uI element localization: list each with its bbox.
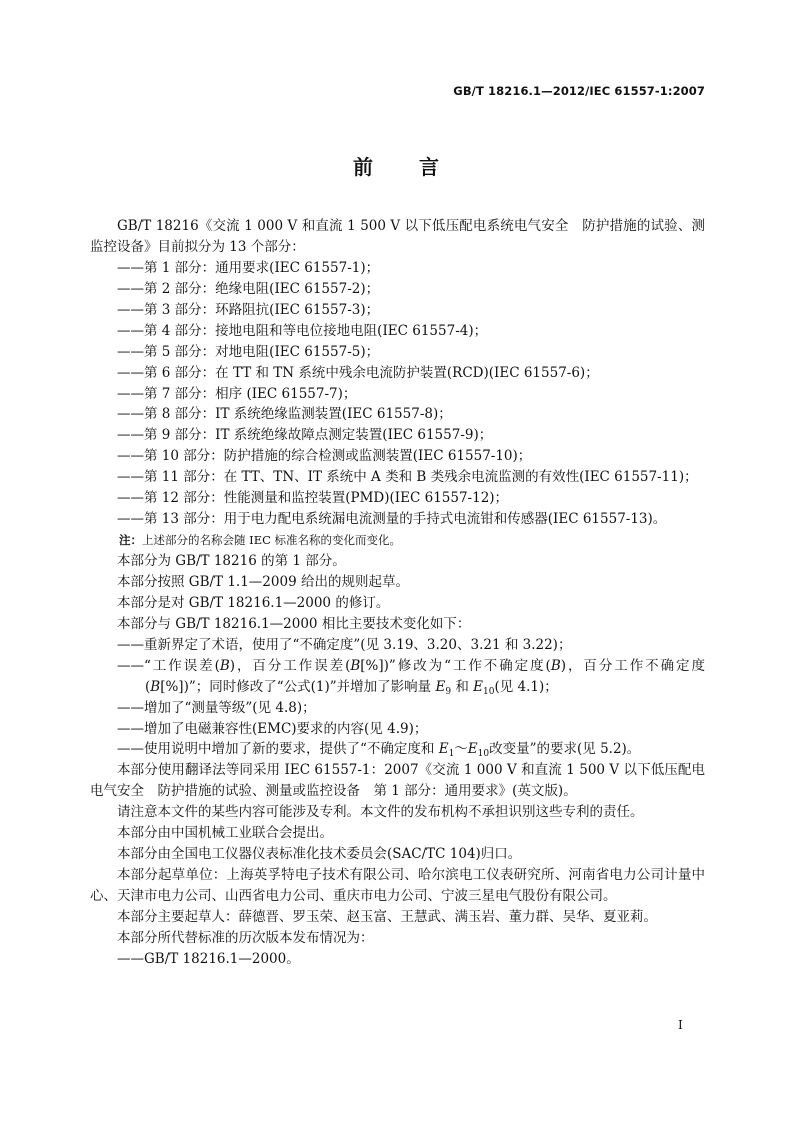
part-list-item: ——第 4 部分：接地电阻和等电位接地电阻(IEC 61557-4)； [117, 322, 488, 339]
standard-number-header: GB/T 18216.1—2012/IEC 61557-1:2007 [453, 84, 705, 98]
statement-drafting-rules: 本部分按照 GB/T 1.1—2009 给出的规则起草。 [117, 573, 409, 590]
change-text: (见 4.1)； [494, 678, 558, 695]
statement-revision-of: 本部分是对 GB/T 18216.1—2000 的修订。 [117, 594, 390, 611]
part-list-item: ——第 13 部分：用于电力配电系统漏电流测量的手持式电流钳和传感器(IEC 61557-13)。 [117, 511, 667, 528]
change-text: ～ [454, 741, 468, 758]
change-text: 改变量”的要求(见 5.2)。 [489, 741, 641, 758]
part-list-item: ——第 11 部分：在 TT、TN、IT 系统中 A 类和 B 类残余电流监测的有效性(IEC 61557-11)； [117, 469, 698, 486]
change-text: [%])”；同时修改了“公式(1)”并增加了影响量 [160, 678, 436, 695]
change-item-emc: ——增加了电磁兼容性(EMC)要求的内容(见 4.9)； [117, 720, 428, 737]
part-list-item: ——第 10 部分：防护措施的综合检测或监测装置(IEC 61557-10)； [117, 448, 532, 465]
part-list-item: ——第 8 部分：IT 系统绝缘监测装置(IEC 61557-8)； [117, 406, 452, 423]
part-list-item: ——第 5 部分：对地电阻(IEC 61557-5)； [117, 343, 380, 360]
page-number: I [678, 1018, 683, 1032]
subscript: 10 [477, 749, 490, 760]
symbol-e: E [467, 741, 478, 758]
intro-line: GB/T 18216《交流 1 000 V 和直流 1 500 V 以下低压配电系统电气安全 防护措施的试验、测 [117, 218, 705, 234]
note-label: 注： [119, 533, 142, 548]
drafting-units: 本部分起草单位：上海英孚特电子技术有限公司、哈尔滨电工仪表研究所、河南省电力公司计量中 [117, 867, 705, 884]
intro-line: 监控设备》目前拟分为 13 个部分： [90, 238, 305, 255]
patent-notice: 请注意本文件的某些内容可能涉及专利。本文件的发布机构不承担识别这些专利的责任。 [117, 804, 644, 821]
part-list-item: ——第 12 部分：性能测量和监控装置(PMD)(IEC 61557-12)； [117, 490, 509, 507]
statement-part-of: 本部分为 GB/T 18216 的第 1 部分。 [117, 553, 346, 569]
subscript: 10 [483, 686, 495, 697]
symbol-b: B [550, 657, 561, 674]
change-text: ——使用说明中增加了新的要求，提供了“不确定度和 [117, 741, 439, 758]
symbol-b: B [350, 657, 361, 674]
part-list-item: ——第 1 部分：通用要求(IEC 61557-1)； [117, 259, 380, 276]
proposed-by: 本部分由中国机械工业联合会提出。 [117, 825, 333, 842]
change-item-uncertainty [90, 656, 705, 677]
part-list-item: ——第 3 部分：环路阻抗(IEC 61557-3)； [117, 301, 380, 318]
subscript: 9 [445, 686, 452, 697]
change-text: )，百分工作不确定度 [560, 657, 705, 674]
drafting-units: 心、天津市电力公司、山西省电力公司、重庆市电力公司、宁波三星电气股份有限公司。 [90, 888, 617, 904]
change-text: [%])”修改为“工作不确定度( [360, 657, 551, 674]
drafters: 本部分主要起草人：薛德晋、罗玉荣、赵玉富、王慧武、满玉岩、董力群、吴华、夏亚莉。 [117, 908, 657, 925]
changes-intro: 本部分与 GB/T 18216.1—2000 相比主要技术变化如下： [117, 615, 471, 632]
history-item: ——GB/T 18216.1—2000。 [117, 950, 300, 967]
part-list-item: ——第 2 部分：绝缘电阻(IEC 61557-2)； [117, 280, 380, 297]
page-title: 前 言 [353, 155, 441, 179]
symbol-b: B [219, 657, 230, 674]
subscript: 1 [448, 749, 455, 760]
change-text: ( [145, 678, 151, 695]
history-intro: 本部分所代替标准的历次版本发布情况为： [117, 929, 374, 946]
symbol-b: B [150, 678, 161, 695]
change-item-measurement-class: ——增加了“测量等级”(见 4.8)； [117, 699, 316, 716]
symbol-e: E [473, 678, 483, 695]
change-item-uncertainty-continued [90, 677, 705, 698]
part-list-item: ——第 9 部分：IT 系统绝缘故障点测定装置(IEC 61557-9)； [117, 427, 493, 444]
change-text: )，百分工作误差( [229, 657, 351, 674]
centralized-by: 本部分由全国电工仪器仪表标准化技术委员会(SAC/TC 104)归口。 [117, 846, 522, 863]
symbol-e: E [435, 678, 446, 695]
change-text: 和 [451, 678, 474, 695]
adoption-statement: 本部分使用翻译法等同采用 IEC 61557-1：2007《交流 1 000 V 和直流 1 500 V 以下低压配电 [117, 762, 705, 779]
change-item-terms: ——重新界定了术语，使用了“不确定度”(见 3.19、3.20、3.21 和 3.22)； [117, 636, 572, 653]
adoption-statement: 电气安全 防护措施的试验、测量或监控设备 第 1 部分：通用要求》(英文版)。 [90, 783, 577, 800]
change-text: ——“工作误差( [117, 657, 220, 674]
note-text: 上述部分的名称会随 IEC 标准名称的变化而变化。 [142, 533, 402, 548]
part-list-item: ——第 6 部分：在 TT 和 TN 系统中残余电流防护装置(RCD)(IEC 61557-6)； [117, 364, 599, 381]
foreword-body [90, 216, 705, 970]
symbol-e: E [438, 741, 449, 758]
part-list-item: ——第 7 部分：相序 (IEC 61557-7)； [117, 385, 357, 402]
parts-note [90, 530, 705, 551]
change-item-instructions [90, 739, 705, 760]
